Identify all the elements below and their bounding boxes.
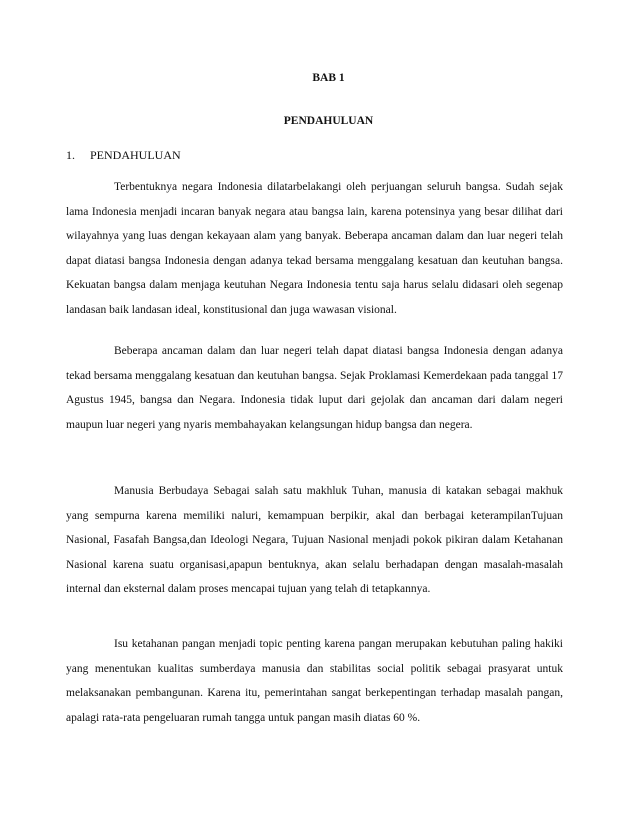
paragraph: Beberapa ancaman dalam dan luar negeri telah dapat diatasi bangsa Indonesia dengan adanya tekad bersama menggalang kesatuan dan keutuhan bangsa. Sejak Proklamasi Kemerdekaan pada tanggal 17 Agustus 1945, bangsa dan Negara. Indonesia tidak luput dari gejolak dan ancaman dari dalam negeri maupun luar negeri yang nyaris membahayakan kelangsungan hidup bangsa dan negera. — [66, 345, 563, 431]
paragraph: Isu ketahanan pangan menjadi topic penting karena pangan merupakan kebutuhan paling hakiki yang menentukan kualitas sumberdaya manusia dan stabilitas social politik sebagai prasyarat untuk melaksanakan pembangunan. Karena itu, pemerintahan sangat berkepentingan terhadap masalah pangan, apalagi rata-rata pengeluaran rumah tangga untuk pangan masih diatas 60 %. — [66, 638, 563, 724]
section-heading — [66, 148, 181, 163]
section-number: 1. — [66, 148, 75, 162]
section-title: PENDAHULUAN — [90, 148, 181, 162]
chapter-number: BAB 1 — [312, 72, 345, 84]
chapter-title: PENDAHULUAN — [283, 115, 374, 127]
paragraph: Terbentuknya negara Indonesia dilatarbelakangi oleh perjuangan seluruh bangsa. Sudah sejak lama Indonesia menjadi incaran banyak negara atau bangsa lain, karena potensinya yang besar dilihat dari wilayahnya yang luas dengan kekayaan alam yang banyak. Beberapa ancaman dalam dan luar negeri telah dapat diatasi bangsa Indonesia dengan adanya tekad bersama menggalang kesatuan dan keutuhan bangsa. Kekuatan bangsa dalam menjaga keutuhan Negara Indonesia tentu saja harus selalu didasari oleh segenap landasan baik landasan ideal, konstitusional dan juga wawasan visional. — [66, 181, 563, 316]
paragraph: Manusia Berbudaya Sebagai salah satu makhluk Tuhan, manusia di katakan sebagai makhuk yang sempurna karena memiliki naluri, kemampuan berpikir, akal dan berbagai keterampilanTujuan Nasional, Fasafah Bangsa,dan Ideologi Negara, Tujuan Nasional menjadi pokok pikiran dalam Ketahanan Nasional karena suatu organisasi,apapun bentuknya, akan selalu berhadapan dengan masalah-masalah internal dan eksternal dalam proses mencapai tujuan yang telah di tetapkannya. — [66, 485, 563, 596]
